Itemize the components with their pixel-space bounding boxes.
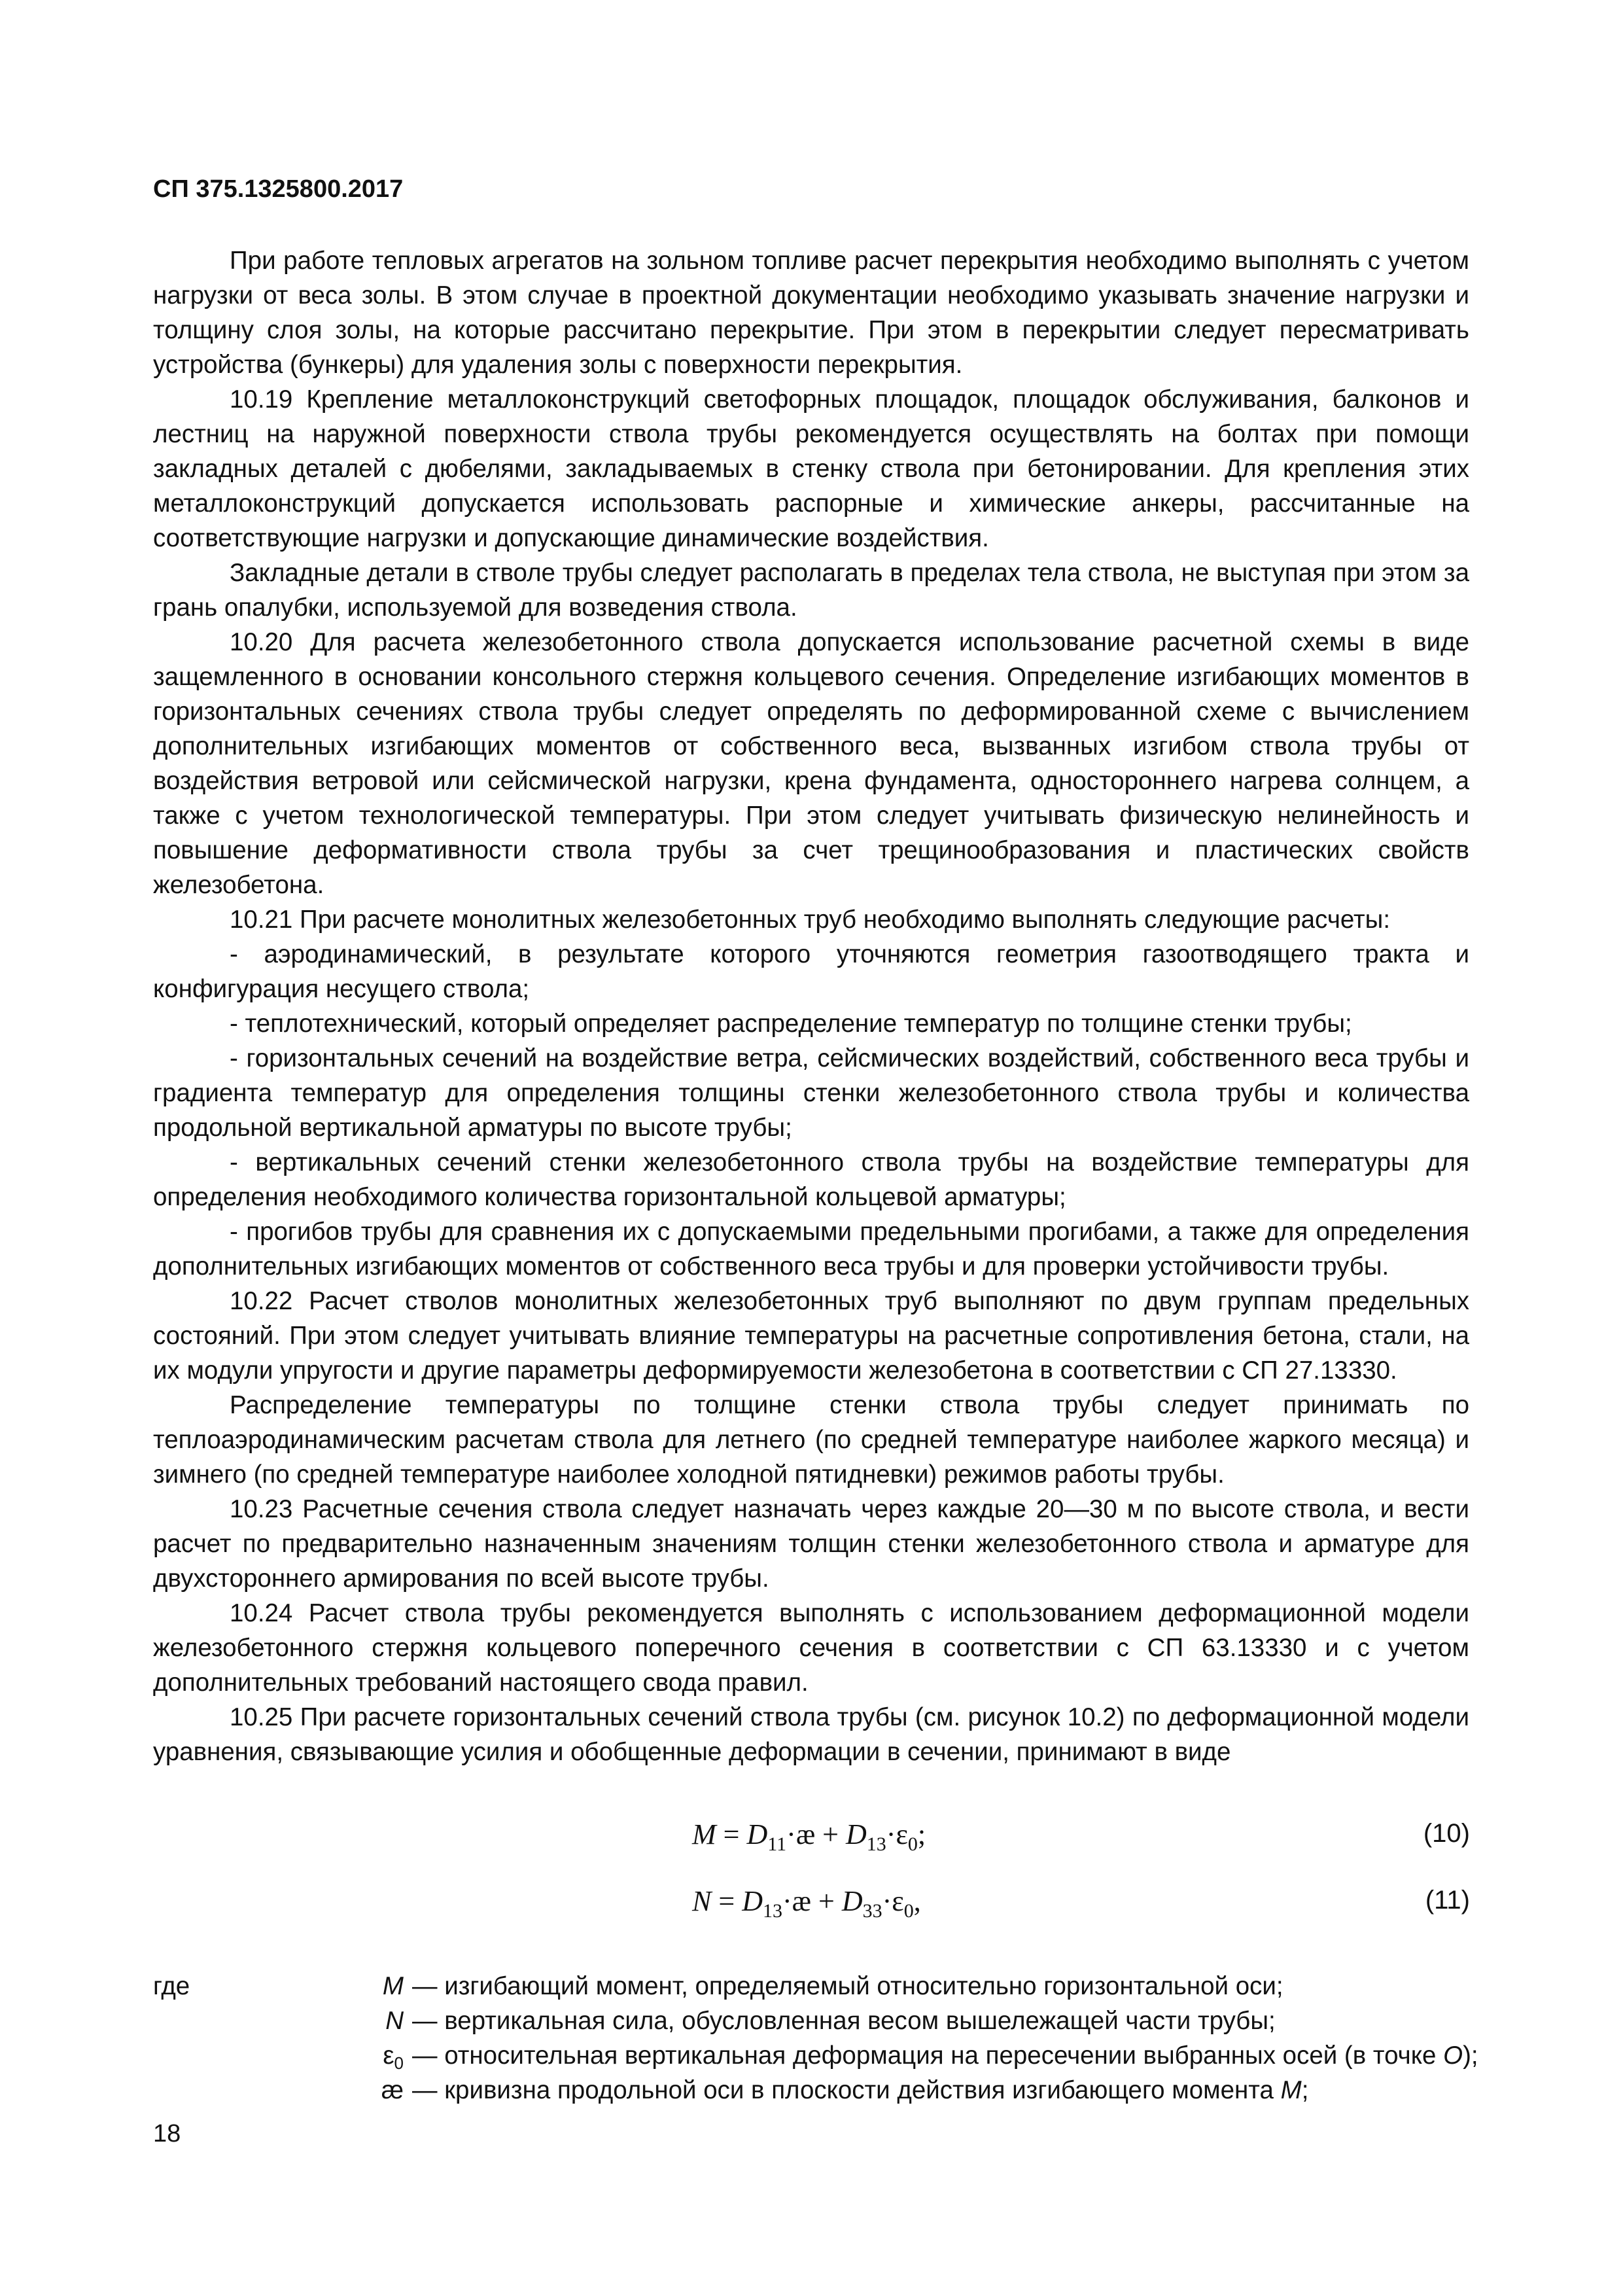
list-item: - вертикальных сечений стенки железобетонного ствола трубы на воздействие температуры для определения необходимого количества горизонтальной кольцевой арматуры;: [153, 1148, 1469, 1211]
where-label: где: [153, 1972, 190, 2000]
definition-symbol: æ: [381, 2076, 404, 2104]
equation-expression: $M = D_{11}\cdot æ + D_{13}\cdot\varepsilon_0$;: [692, 1818, 926, 1855]
equation-10: [0, 1818, 1623, 1857]
paragraph: 10.25 При расчете горизонтальных сечений ствола трубы (см. рисунок 10.2) по деформационной модели уравнения, связывающие усилия и обобщенные деформации в сечении, принимают в виде: [153, 1703, 1469, 1766]
equation-expression: $N = D_{13}\cdot æ + D_{33}\cdot\varepsilon_0$,: [692, 1885, 921, 1922]
paragraph: Распределение температуры по толщине стенки ствола трубы следует принимать по теплоаэродинамическим расчетам ствола для летнего (по средней температуре наиболее жаркого месяца) и зимнего (по средней температуре наиболее холодной пятидневки) режимов работы трубы.: [153, 1391, 1469, 1489]
definition-item: [153, 2004, 1488, 2038]
definition-symbol: $\varepsilon_0$: [383, 2041, 404, 2073]
list-item: - горизонтальных сечений на воздействие ветра, сейсмических воздействий, собственного веса трубы и градиента температур для определения толщины стенки железобетонного ствола трубы и количества продольной вертикальной арматуры по высоте трубы;: [153, 1044, 1469, 1142]
list-item: - прогибов трубы для сравнения их с допускаемыми предельными прогибами, а также для определения дополнительных изгибающих моментов от собственного веса трубы и для проверки устойчивости трубы.: [153, 1218, 1469, 1280]
equation-number: (11): [1425, 1886, 1470, 1915]
definition-symbol: N: [385, 2007, 404, 2035]
equation-number: (10): [1423, 1819, 1470, 1848]
paragraph: 10.21 При расчете монолитных железобетонных труб необходимо выполнять следующие расчеты:: [230, 906, 1391, 934]
list-item: - теплотехнический, который определяет распределение температур по толщине стенки трубы;: [230, 1010, 1352, 1038]
page-number: 18: [153, 2120, 181, 2147]
paragraph: 10.24 Расчет ствола трубы рекомендуется выполнять с использованием деформационной модели железобетонного стержня кольцевого поперечного сечения в соответствии с СП 63.13330 и с учетом дополнительных требований настоящего свода правил.: [153, 1599, 1469, 1697]
paragraph: 10.23 Расчетные сечения ствола следует назначать через каждые 20—30 м по высоте ствола, и вести расчет по предварительно назначенным значениям толщин стенки железобетонного ствола и арматуре для двухстороннего армирования по всей высоте трубы.: [153, 1495, 1469, 1593]
definition-text: — относительная вертикальная деформация на пересечении выбранных осей (в точке O);: [412, 2041, 1478, 2070]
definition-item: [153, 2038, 1488, 2073]
definition-item: [153, 1969, 1488, 2004]
paragraph: При работе тепловых агрегатов на зольном топливе расчет перекрытия необходимо выполнять с учетом нагрузки от веса золы. В этом случае в проектной документации необходимо указывать значение нагрузки и толщину слоя золы, на которые рассчитано перекрытие. При этом в перекрытии следует пересматривать устройства (бункеры) для удаления золы с поверхности перекрытия.: [153, 247, 1469, 379]
definition-text: — изгибающий момент, определяемый относительно горизонтальной оси;: [412, 1972, 1283, 2000]
paragraph: 10.19 Крепление металлоконструкций светофорных площадок, площадок обслуживания, балконов и лестниц на наружной поверхности ствола трубы рекомендуется осуществлять на болтах при помощи закладных деталей с дюбелями, закладываемых в стенку ствола при бетонировании. Для крепления этих металлоконструкций допускается использовать распорные и химические анкеры, рассчитанные на соответствующие нагрузки и допускающие динамические воздействия.: [153, 385, 1469, 552]
list-item: - аэродинамический, в результате которого уточняются геометрия газоотводящего тракта и конфигурация несущего ствола;: [153, 940, 1469, 1003]
paragraph: 10.20 Для расчета железобетонного ствола допускается использование расчетной схемы в виде защемленного в основании консольного стержня кольцевого сечения. Определение изгибающих моментов в горизонтальных сечениях ствола трубы следует определять по деформированной схеме с вычислением дополнительных изгибающих моментов от собственного веса, вызванных изгибом ствола трубы от воздействия ветровой или сейсмической нагрузки, крена фундамента, одностороннего нагрева солнцем, а также с учетом технологической температуры. При этом следует учитывать физическую нелинейность и повышение деформативности ствола трубы за счет трещинообразования и пластических свойств железобетона.: [153, 628, 1469, 899]
paragraph: 10.22 Расчет стволов монолитных железобетонных труб выполняют по двум группам предельных состояний. При этом следует учитывать влияние температуры на расчетные сопротивления бетона, стали, на их модули упругости и другие параметры деформируемости железобетона в соответствии с СП 27.13330.: [153, 1287, 1469, 1385]
definition-item: [153, 2073, 1488, 2108]
equation-11: [0, 1884, 1623, 1924]
paragraph: Закладные детали в стволе трубы следует располагать в пределах тела ствола, не выступая при этом за грань опалубки, используемой для возведения ствола.: [153, 559, 1469, 622]
definitions-list: [153, 1969, 1488, 2108]
definition-text: — кривизна продольной оси в плоскости действия изгибающего момента M;: [412, 2076, 1309, 2104]
definition-text: — вертикальная сила, обусловленная весом вышележащей части трубы;: [412, 2007, 1276, 2035]
main-text: [153, 243, 1469, 1769]
definition-symbol: M: [382, 1972, 404, 2000]
document-code: СП 375.1325800.2017: [153, 175, 404, 203]
